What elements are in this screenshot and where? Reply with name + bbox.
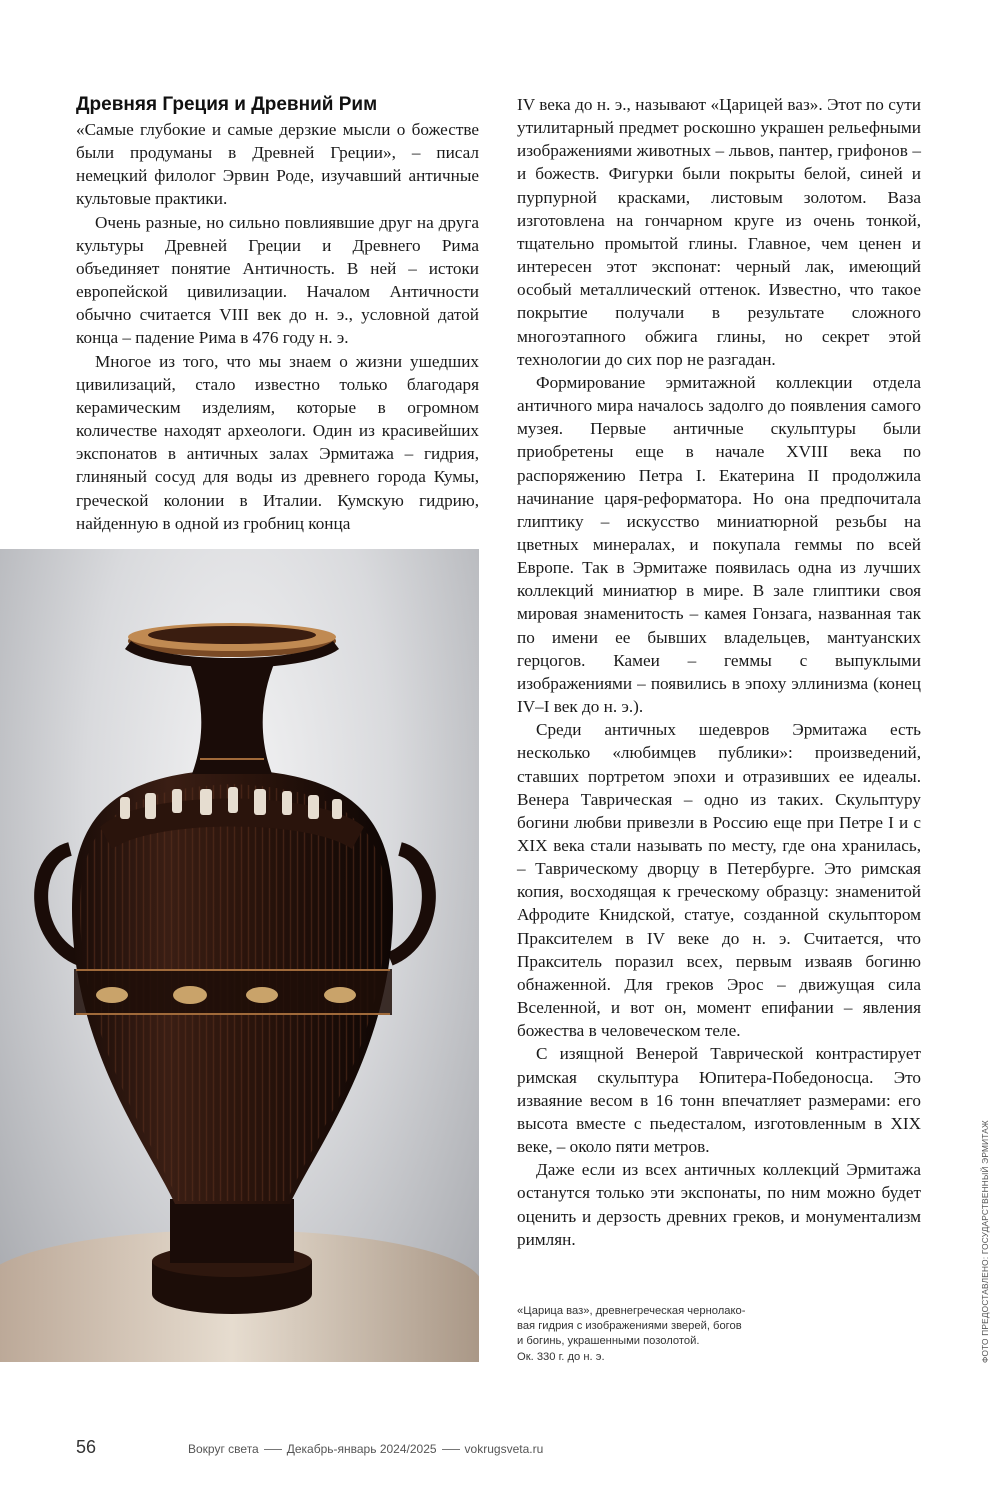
article-paragraph: Очень разные, но сильно повлиявшие друг на друга культуры Древней Греции и Древнего Рима объединяет понятие Античность. В ней – истоки европейской цивилизации. Началом Античности обычно считается VIII век до н. э., условной датой конца – падение Рима в 476 году н. э. xyxy=(76,212,479,348)
left-text-column xyxy=(76,93,479,535)
article-paragraph: «Самые глубокие и самые дерзкие мысли о божестве были продуманы в Древней Греции», – писал немецкий филолог Эрвин Роде, изучавший античные культовые практики. xyxy=(76,120,479,209)
article-heading: Древняя Греция и Древний Рим xyxy=(76,94,378,115)
page-number: 56 xyxy=(76,1437,97,1457)
page-footer xyxy=(76,1437,776,1461)
caption-line: и богинь, украшенными позолотой. xyxy=(517,1335,700,1348)
magazine-name: Вокруг света xyxy=(188,1442,259,1456)
article-paragraph: Даже если из всех античных коллекций Эрмитажа останутся только эти экспонаты, по ним можно будет оценить и дерзость древних греков, и монументализм римлян. xyxy=(517,1160,921,1249)
photo-caption xyxy=(517,1304,777,1365)
article-paragraph: IV века до н. э., называют «Царицей ваз». Этот по сути утилитарный предмет роскошно украшен рельефными изображениями животных – львов, пантер, грифонов – и божеств. Фигурки были покрыты белой, синей и пурпурной красками, листовым золотом. Ваза изготовлена на гончарном круге из очень тонкой, тщательно промытой глины. Главное, чем ценен и интересен этот экспонат: черный лак, имеющий особый металлический оттенок. Известно, что такое покрытие получали в результате сложного многоэтапного обжига глины, но секрет этой технологии до сих пор не разгадан. xyxy=(517,95,921,369)
caption-line: вая гидрия с изображениями зверей, богов xyxy=(517,1320,742,1333)
issue-date: Декабрь-январь 2024/2025 xyxy=(286,1442,437,1456)
hydria-vase-illustration xyxy=(0,549,479,1362)
caption-line: Ок. 330 г. до н. э. xyxy=(517,1350,605,1363)
article-paragraph: Многое из того, что мы знаем о жизни ушедших цивилизаций, стало известно только благодаря керамическим изделиям, которые в огромном количестве находят археологи. Один из красивейших экспонатов в античных залах Эрмитажа – гидрия, глиняный сосуд для воды из древнего города Кумы, греческой колонии в Италии. Кумскую гидрию, найденную в одной из гробниц конца xyxy=(76,351,479,533)
footer-separator xyxy=(264,1449,282,1450)
footer-text xyxy=(188,1442,543,1456)
caption-line: «Царица ваз», древнегреческая чернолако- xyxy=(517,1305,746,1317)
photo-credit: ФОТО ПРЕДОСТАВЛЕНО: ГОСУДАРСТВЕННЫЙ ЭРМИТАЖ xyxy=(980,1120,990,1363)
website-link[interactable]: vokrugsveta.ru xyxy=(464,1442,544,1456)
right-text-column xyxy=(517,93,921,1251)
article-paragraph: Формирование эрмитажной коллекции отдела античного мира началось задолго до появления самого музея. Первые античные скульптуры были приобретены еще в начале XVIII века по распоряжению Петра I. Екатерина II продолжила начинание царя-реформатора. Но она предпочитала глиптику – искусство миниатюрной резьбы на цветных минералах, и покупала геммы по всей Европе. Так в Эрмитаже появилась одна из лучших коллекций миниатюр в мире. В зале глиптики своя мировая знаменитость – камея Гонзага, названная так по имени ее бывших владельцев, мантуанских герцогов. Камеи – геммы с выпуклыми изображениями – появились в эпоху эллинизма (конец IV–I век до н. э.). xyxy=(517,372,921,717)
vase-photo xyxy=(0,549,479,1362)
article-paragraph: Среди античных шедевров Эрмитажа есть несколько «любимцев публики»: произведений, ставших портретом эпохи и отразивших ее идеалы. Венера Таврическая – одно из таких. Скульптуру богини любви привезли в Россию еще при Петре I и с XIX века стали называть по месту, где она хранилась, – Таврическому дворцу в Петербурге. Это римская копия, восходящая к греческому образцу: знаменитой Афродите Книдской, статуе, созданной скульптором Праксителем в IV веке до н. э. Считается, что Пракситель поразил всех, первым изваяв богиню обнаженной. Для греков Эрос – движущая сила Вселенной, и вот он, момент епифании – явления божества в человеческом теле. xyxy=(517,720,921,1041)
footer-separator xyxy=(442,1449,460,1450)
article-paragraph: С изящной Венерой Таврической контрастирует римская скульптура Юпитера-Победоносца. Это изваяние весом в 16 тонн впечатляет размерами: его высота вместе с пьедесталом, изготовленным в XIX веке, – около пяти метров. xyxy=(517,1044,921,1157)
